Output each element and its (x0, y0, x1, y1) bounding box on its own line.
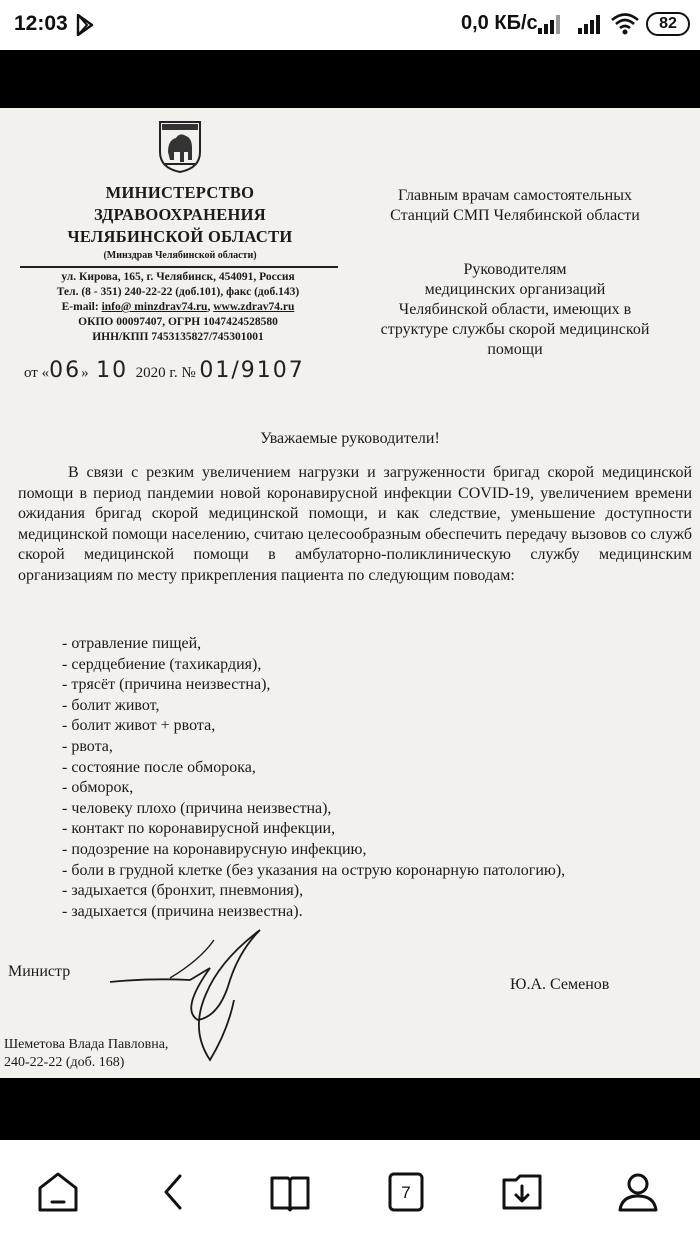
document-date-number (24, 358, 305, 383)
home-button[interactable] (30, 1164, 86, 1220)
battery-indicator: 82 (646, 12, 690, 36)
back-button[interactable] (146, 1164, 202, 1220)
date-year: 2020 г. № (135, 365, 196, 381)
list-item: - состояние после обморока, (62, 758, 256, 776)
document-image (0, 108, 700, 1078)
wifi-icon (610, 12, 640, 41)
date-mid: » (81, 365, 89, 381)
ministry-name-line: ЧЕЛЯБИНСКОЙ ОБЛАСТИ (67, 227, 293, 246)
contact-okpo: ОКПО 00097407, ОГРН 1047424528580 (78, 316, 278, 328)
list-item: - болит живот + рвота, (62, 717, 216, 735)
list-item: - задыхается (бронхит, пневмония), (62, 882, 304, 900)
list-item: - болит живот, (62, 696, 160, 714)
status-time: 12:03 (14, 12, 68, 35)
tabs-button[interactable] (378, 1164, 434, 1220)
list-item: - обморок, (62, 779, 134, 797)
list-item: - боли в грудной клетке (без указания на острую коронарную патологию), (62, 861, 566, 879)
bottom-navigation (0, 1140, 700, 1244)
ministry-contacts (18, 270, 338, 345)
addressee-line: помощи (487, 341, 543, 358)
network-speed: 0,0 КБ/с (461, 12, 538, 34)
list-item: - рвота, (62, 737, 113, 755)
executor-name: Шеметова Влада Павловна, (4, 1037, 169, 1052)
profile-button[interactable] (610, 1164, 666, 1220)
date-prefix: от « (24, 365, 50, 381)
list-item: - отравление пищей, (62, 635, 202, 652)
contact-inn: ИНН/КПП 7453135827/745301001 (92, 331, 264, 343)
addressee-line: Станций СМП Челябинской области (390, 207, 640, 224)
ministry-name-line: ЗДРАВООХРАНЕНИЯ (93, 205, 267, 224)
ministry-header (40, 182, 320, 264)
ministry-name-line: МИНИСТЕРСТВО (105, 183, 255, 202)
letter-body (18, 463, 692, 586)
site-link: www.zdrav74.ru (213, 301, 295, 313)
body-paragraph: В связи с резким увеличением нагрузки и загруженности бригад скорой медицинской помощи в период пандемии новой коронавирусной инфекции COVID-19, увеличением времени ожидания бригад скорой медицинской помощи, и как следствие, уменьшение доступности медицинской помощи населению, считаю целесообразным обеспечить передачу вызовов со служб скорой медицинской помощи в амбулаторно-поликлиническую службу медицинским организациям по месту прикрепления пациента по следующим поводам: (18, 464, 692, 584)
contact-email-line: E-mail: info@ minzdrav74.ru, www.zdrav74.ru (61, 301, 295, 313)
book-icon (262, 1164, 318, 1220)
list-item: - сердцебиение (тахикардия), (62, 655, 262, 673)
minister-name: Ю.А. Семенов (510, 976, 610, 993)
reasons-list (62, 634, 692, 922)
document-number: 01/9107 (199, 358, 305, 383)
tabs-icon (378, 1164, 434, 1220)
letter-greeting: Уважаемые руководители! (260, 430, 440, 447)
play-store-icon (76, 14, 94, 41)
bookmarks-button[interactable] (262, 1164, 318, 1220)
list-item: - человеку плохо (причина неизвестна), (62, 799, 332, 817)
signal-icon (538, 14, 564, 39)
list-item: - контакт по коронавирусной инфекции, (62, 820, 336, 838)
email-link: info@ minzdrav74.ru (101, 301, 208, 313)
addressee-line: структуре службы скорой медицинской (380, 321, 650, 338)
executor-phone: 240-22-22 (доб. 168) (4, 1055, 125, 1070)
contact-phone: Тел. (8 - 351) 240-22-22 (доб.101), факс (доб.143) (56, 286, 300, 298)
list-item: - задыхается (причина неизвестна). (62, 902, 303, 920)
status-bar (0, 0, 700, 50)
addressee-line: Главным врачам самостоятельных (398, 187, 632, 204)
profile-icon (610, 1164, 666, 1220)
contact-address: ул. Кирова, 165, г. Челябинск, 454091, Россия (61, 271, 295, 283)
coat-of-arms-icon (156, 118, 204, 174)
minister-title: Министр (8, 963, 71, 980)
addressee-block (348, 186, 682, 360)
download-icon (494, 1164, 550, 1220)
date-day: 06 (49, 358, 82, 383)
downloads-button[interactable] (494, 1164, 550, 1220)
tab-count: 7 (401, 1183, 411, 1202)
list-item: - подозрение на коронавирусную инфекцию, (62, 840, 367, 858)
header-divider (20, 266, 338, 268)
email-label: E-mail: (61, 301, 102, 313)
addressee-line: медицинских организаций (424, 281, 606, 298)
back-icon (146, 1164, 202, 1220)
executor-info (4, 1036, 168, 1072)
list-item: - трясёт (причина неизвестна), (62, 676, 271, 694)
date-month: 10 (96, 358, 129, 383)
signal-icon (578, 14, 604, 39)
home-icon (30, 1164, 86, 1220)
addressee-line: Руководителям (463, 261, 567, 278)
addressee-line: Челябинской области, имеющих в (398, 301, 632, 318)
ministry-short-name: (Минздрав Челябинской области) (103, 250, 257, 261)
